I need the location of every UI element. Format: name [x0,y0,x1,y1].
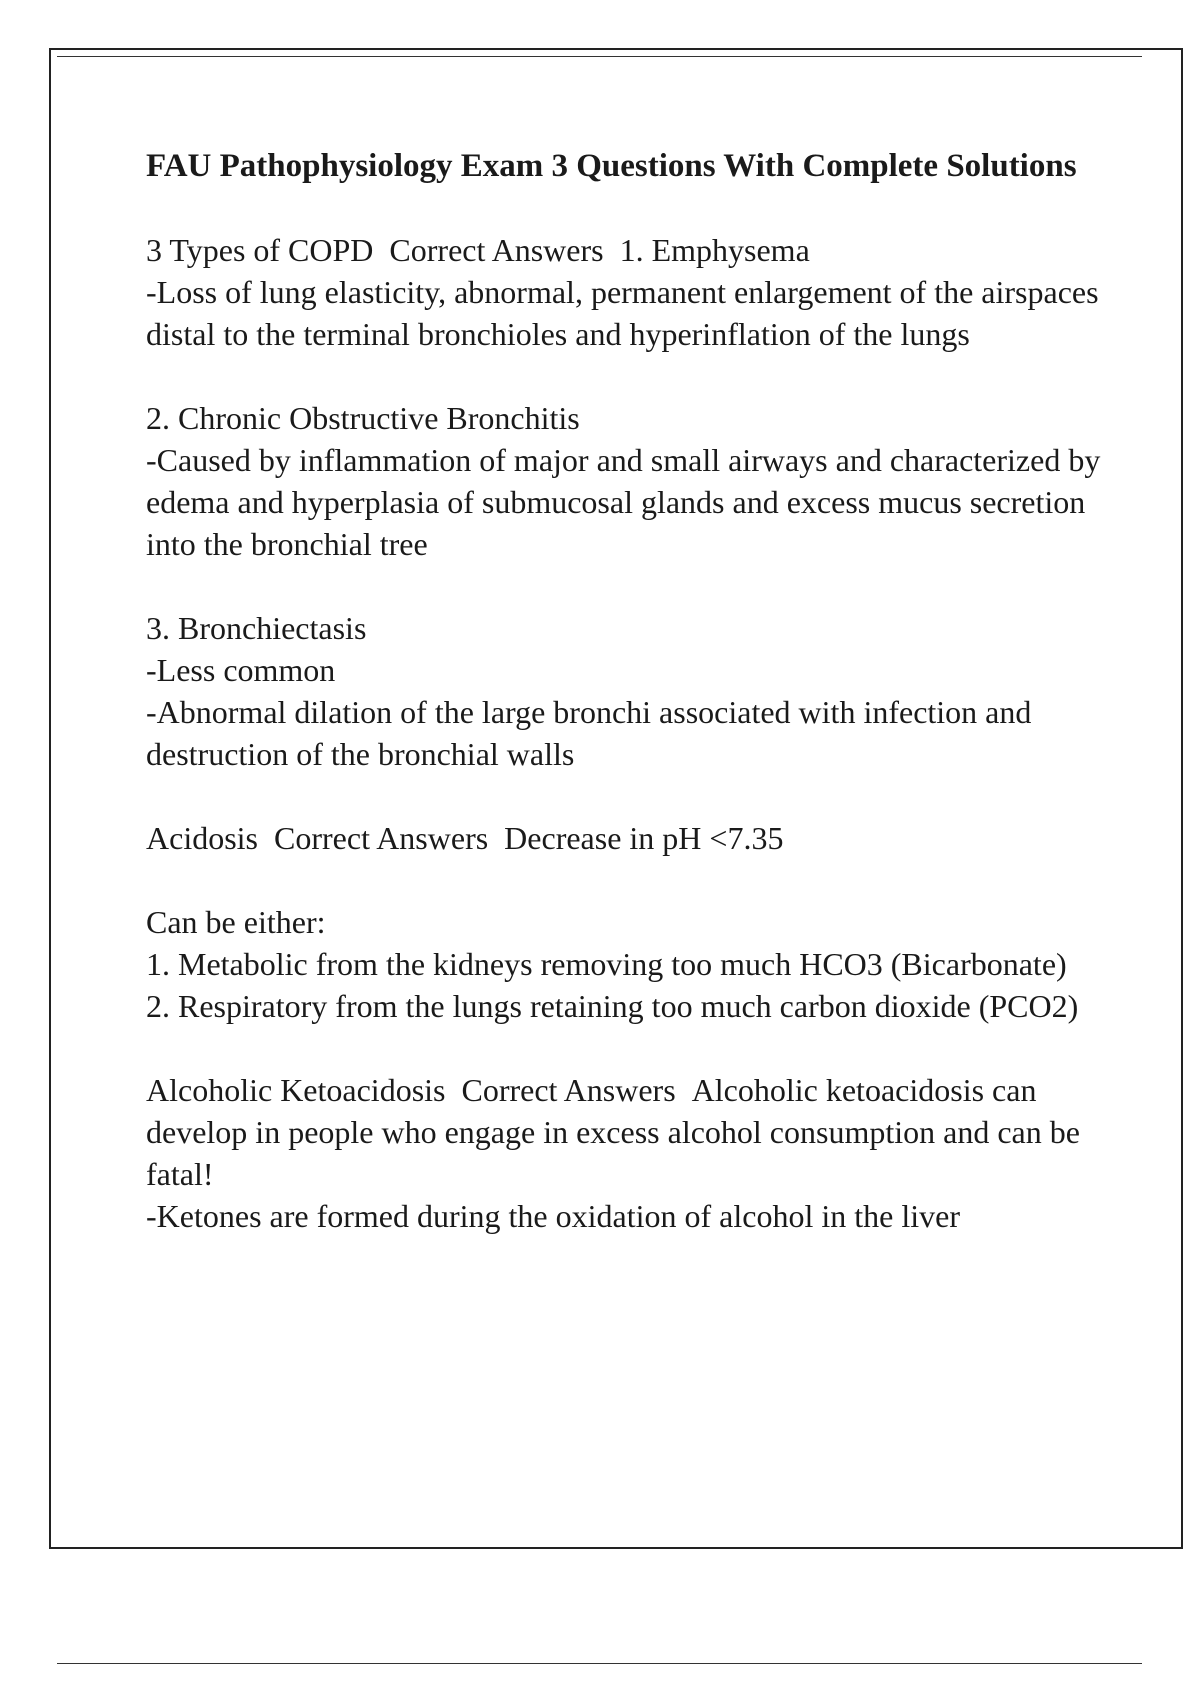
document-title: FAU Pathophysiology Exam 3 Questions With Complete Solutions [146,148,1077,184]
qa-entry-acidosis [146,817,1106,859]
answer-line: -Ketones are formed during the oxidation of alcohol in the liver [146,1198,960,1234]
answer-text: 1. Emphysema [619,232,810,268]
answer-label: Correct Answers [274,820,489,856]
question-text: Acidosis [146,820,258,856]
question-text: 3 Types of COPD [146,232,374,268]
answer-line: 1. Metabolic from the kidneys removing too much HCO3 (Bicarbonate) [146,946,1067,982]
answer-line: -Loss of lung elasticity, abnormal, permanent enlargement of the airspaces distal to the terminal bronchioles and hyperinflation of the lungs [146,274,1099,352]
answer-line: 2. Chronic Obstructive Bronchitis [146,400,580,436]
answer-text: Alcoholic ketoacidosis can develop in people who engage in excess alcohol consumption and can be fatal! [146,1072,1080,1192]
document-body [146,145,1106,1279]
answer-label: Correct Answers [461,1072,676,1108]
qa-entry-copd-types [146,229,1106,355]
qa-continuation-bronchitis [146,397,1106,565]
answer-line: -Less common [146,652,336,688]
footer-rule [57,1663,1142,1664]
answer-line: 3. Bronchiectasis [146,610,367,646]
answer-text: Decrease in pH <7.35 [504,820,784,856]
header-rule [57,56,1142,57]
answer-line: 2. Respiratory from the lungs retaining too much carbon dioxide (PCO2) [146,988,1079,1024]
qa-continuation-bronchiectasis [146,607,1106,775]
qa-continuation-acidosis-types [146,901,1106,1027]
question-text: Alcoholic Ketoacidosis [146,1072,446,1108]
answer-line: Can be either: [146,904,326,940]
answer-label: Correct Answers [389,232,604,268]
answer-line: -Caused by inflammation of major and small airways and characterized by edema and hyperplasia of submucosal glands and excess mucus secretion into the bronchial tree [146,442,1101,562]
answer-line: -Abnormal dilation of the large bronchi associated with infection and destruction of the bronchial walls [146,694,1032,772]
qa-entry-alcoholic-ketoacidosis [146,1069,1106,1237]
